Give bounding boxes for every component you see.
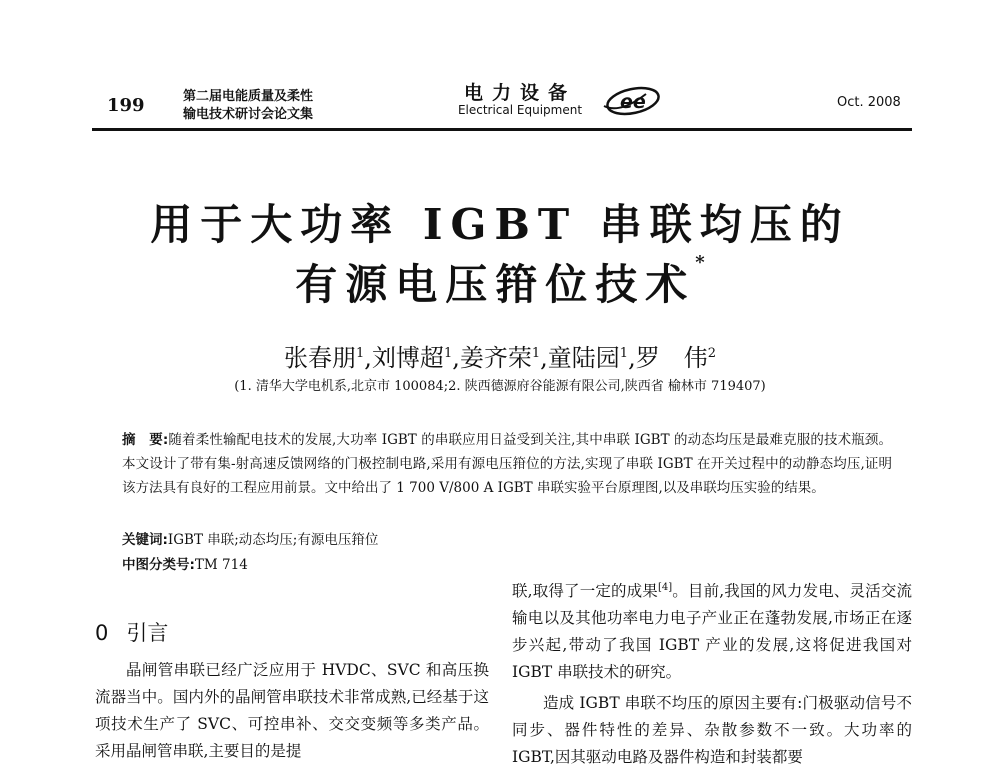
paper-title-line-1: 用于大功率 IGBT 串联均压的 — [150, 200, 850, 249]
journal-logo-icon — [600, 84, 662, 118]
section-number: 0 — [95, 621, 109, 645]
author: 姜齐荣$^1$ — [459, 344, 541, 372]
paper-title-line-2 — [0, 252, 1000, 312]
paragraph: 造成 IGBT 串联不均压的原因主要有:门极驱动信号不同步、器件特性的差异、杂散参数不一致。大功率的 IGBT,因其驱动电路及器件构造和封装都要 — [512, 694, 912, 767]
journal-name — [450, 83, 590, 117]
author: 张春朋$^1$ — [284, 344, 365, 372]
journal-logo-text: ee — [620, 91, 646, 113]
conference-name — [183, 88, 313, 124]
paragraph: 联,取得了一定的成果[4]。目前,我国的风力发电、灵活交流输电以及其他功率电力电子产业正在蓬勃发展,市场正在逐步兴起,带动了我国 IGBT 产业的发展,这将促进我国对 IGBT 串联技术的研究。 — [512, 582, 912, 682]
abstract-text: 随着柔性输配电技术的发展,大功率 IGBT 的串联应用日益受到关注,其中串联 IGBT 的动态均压是最难克服的技术瓶颈。本文设计了带有集-射高速反馈网络的门极控制电路,采用有源电压箝位的方法,实现了串联 IGBT 在开关过程中的动静态均压,证明该方法具有良好的工程应用前景。文中给出了 1 700 V/800 A IGBT 串联实验平台原理图,以及串联均压实验的结果。 — [122, 432, 892, 496]
header-rule — [92, 128, 912, 131]
section-title: 引言 — [126, 621, 169, 645]
author: 罗 伟$^2$ — [635, 344, 716, 372]
keywords-text: IGBT 串联;动态均压;有源电压箝位 — [167, 532, 379, 548]
classification-number — [122, 553, 248, 573]
clc-text: TM 714 — [194, 557, 248, 573]
abstract — [122, 428, 892, 500]
author-list: 张春朋$^1$,刘博超$^1$,姜齐荣$^1$,童陆园$^1$,罗 伟$^2$ — [284, 344, 716, 372]
paragraph: 晶闸管串联已经广泛应用于 HVDC、SVC 和高压换流器当中。国内外的晶闸管串联技术非常成熟,已经基于这项技术生产了 SVC、可控串补、交交变频等多类产品。采用晶闸管串联,主要目的是提 — [95, 661, 489, 760]
title-footnote-mark: * — [695, 252, 705, 273]
conference-line-2: 输电技术研讨会论文集 — [183, 107, 314, 122]
issue-date: Oct. 2008 — [837, 95, 901, 110]
page-number: 199 — [107, 95, 145, 116]
right-column — [512, 574, 912, 771]
abstract-label: 摘 要: — [122, 432, 169, 448]
clc-label: 中图分类号: — [122, 557, 195, 573]
left-column — [95, 657, 489, 765]
author: 童陆园$^1$ — [547, 344, 629, 372]
keywords-label: 关键词: — [122, 532, 168, 548]
conference-line-1: 第二届电能质量及柔性 — [183, 89, 314, 104]
keywords — [122, 528, 378, 548]
journal-name-en: Electrical Equipment — [457, 103, 583, 117]
section-heading — [95, 617, 168, 647]
affiliations: (1. 清华大学电机系,北京市 100084;2. 陕西德源府谷能源有限公司,陕西省 榆林市 719407) — [234, 379, 766, 394]
citation-ref: [4] — [657, 582, 673, 593]
paper-title-line-2-text: 有源电压箝位技术 — [295, 260, 696, 309]
author: 刘博超$^1$ — [371, 344, 453, 372]
journal-name-cn: 电力设备 — [463, 82, 576, 104]
